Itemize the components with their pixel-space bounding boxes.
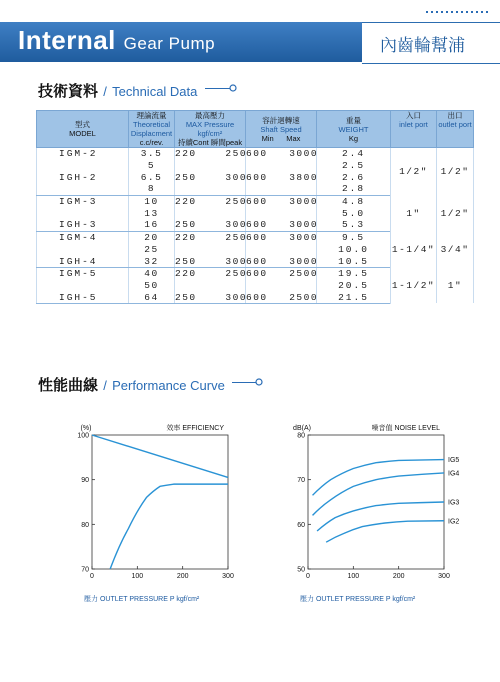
pressure-cell	[175, 219, 246, 231]
inlet-port-cell: 1"	[391, 195, 437, 231]
model-cell	[37, 244, 129, 256]
x-axis-label: 壓力 OUTLET PRESSURE P kgf/cm²	[84, 596, 200, 603]
x-tick-label: 200	[176, 573, 189, 580]
section-title-sep: /	[103, 378, 107, 393]
displacement-cell: 32	[129, 255, 175, 267]
weight-cell: 10.0	[317, 244, 391, 256]
noise-level-chart	[276, 418, 466, 613]
section-title-performance-curve	[38, 374, 225, 395]
x-tick-label: 100	[347, 573, 360, 580]
y-tick-label: 80	[297, 432, 305, 440]
model-cell: IGH-2	[37, 171, 129, 183]
th-press-cn: 最高壓力	[195, 111, 225, 120]
speed-cell	[246, 280, 317, 292]
th-disp-en2: Displacment	[130, 129, 173, 138]
th-speed	[246, 111, 317, 148]
th-outlet	[437, 111, 474, 148]
model-cell: IGM-4	[37, 231, 129, 243]
speed-min: 600	[246, 171, 268, 183]
weight-cell: 19.5	[317, 267, 391, 279]
th-press-en: MAX Pressure kgf/cm²	[185, 120, 235, 138]
speed-min: 600	[246, 232, 268, 244]
section-title-en: Performance Curve	[112, 378, 225, 393]
weight-cell: 10.5	[317, 255, 391, 267]
th-speed-max: Max	[286, 133, 301, 143]
x-tick-label: 0	[306, 573, 310, 580]
th-model-en: MODEL	[69, 129, 96, 138]
speed-cell	[246, 219, 317, 231]
speed-min: 600	[246, 196, 268, 208]
speed-min: 600	[246, 255, 268, 267]
pressure-peak: 250	[225, 148, 248, 160]
pressure-cell	[175, 183, 246, 195]
decorative-dots	[426, 10, 488, 14]
weight-cell: 2.4	[317, 148, 391, 160]
speed-max: 3000	[289, 148, 319, 160]
pressure-peak: 250	[225, 196, 248, 208]
pressure-peak: 250	[225, 232, 248, 244]
displacement-cell: 6.5	[129, 171, 175, 183]
th-weight-en: WEIGHT	[338, 124, 369, 134]
x-tick-label: 200	[392, 573, 405, 580]
th-speed-sub	[247, 134, 315, 143]
section-title-cn: 技術資料	[38, 82, 99, 100]
pressure-peak: 300	[225, 219, 248, 231]
table-row	[37, 195, 474, 207]
th-weight-unit: Kg	[348, 133, 359, 143]
table-row	[37, 267, 474, 279]
model-cell	[37, 183, 129, 195]
y-tick-label: 80	[81, 521, 89, 529]
th-inlet-cn: 入口	[406, 111, 421, 120]
model-cell: IGH-3	[37, 219, 129, 231]
displacement-cell: 10	[129, 195, 175, 207]
displacement-cell: 16	[129, 219, 175, 231]
weight-cell: 2.5	[317, 160, 391, 172]
model-cell	[37, 280, 129, 292]
series-line	[110, 484, 228, 569]
th-model-cn: 型式	[75, 120, 90, 129]
th-inlet-en: inlet port	[399, 120, 428, 129]
efficiency-chart	[60, 418, 250, 613]
series-label: IG5	[448, 457, 460, 465]
pressure-cont: 220	[175, 196, 197, 208]
speed-max: 3000	[289, 219, 319, 231]
series-line	[326, 521, 444, 542]
section-title-en: Technical Data	[112, 84, 198, 99]
th-disp-cn: 理論流量	[136, 111, 167, 120]
displacement-cell: 40	[129, 267, 175, 279]
th-weight	[317, 111, 391, 148]
y-tick-label: 50	[297, 566, 305, 574]
model-cell: IGH-4	[37, 255, 129, 267]
displacement-cell: 25	[129, 244, 175, 256]
speed-cell	[246, 231, 317, 243]
section-title-cn: 性能曲線	[38, 376, 99, 394]
weight-cell: 2.8	[317, 183, 391, 195]
speed-max: 3000	[289, 255, 319, 267]
spec-table	[36, 110, 474, 304]
th-disp-en1: Theoretical	[132, 120, 171, 129]
x-axis-label: 壓力 OUTLET PRESSURE P kgf/cm²	[300, 596, 416, 603]
pressure-peak: 250	[225, 268, 248, 280]
speed-cell	[246, 244, 317, 256]
th-pressure	[175, 111, 246, 148]
weight-cell: 21.5	[317, 291, 391, 303]
speed-cell	[246, 183, 317, 195]
pressure-cell	[175, 207, 246, 219]
series-label: IG4	[448, 470, 460, 478]
th-model	[37, 111, 129, 148]
model-cell: IGM-3	[37, 195, 129, 207]
model-cell	[37, 207, 129, 219]
pressure-cont: 250	[175, 219, 197, 231]
speed-max: 3800	[289, 171, 319, 183]
weight-cell: 4.8	[317, 195, 391, 207]
pressure-peak: 300	[225, 171, 248, 183]
title-sub-text: Gear Pump	[123, 34, 216, 53]
pressure-cont: 250	[175, 291, 197, 303]
x-tick-label: 0	[90, 573, 94, 580]
th-speed-min: Min	[261, 133, 274, 143]
th-displacement	[129, 111, 175, 148]
pressure-cont: 250	[175, 255, 197, 267]
speed-cell	[246, 148, 317, 160]
outlet-port-cell: 1"	[437, 267, 474, 303]
th-outlet-cn: 出口	[447, 111, 463, 120]
pressure-cell	[175, 267, 246, 279]
inlet-port-cell: 1-1/2"	[391, 267, 437, 303]
pressure-peak: 300	[225, 291, 248, 303]
chart-title: 效率 EFFICIENCY	[166, 425, 224, 432]
model-cell	[37, 160, 129, 172]
displacement-cell: 3.5	[129, 148, 175, 160]
pressure-cell	[175, 160, 246, 172]
th-outlet-en: outlet port	[438, 120, 472, 129]
speed-cell	[246, 291, 317, 303]
speed-max: 2500	[289, 268, 319, 280]
pressure-cont: 220	[175, 232, 197, 244]
weight-cell: 5.3	[317, 219, 391, 231]
pressure-peak: 300	[225, 255, 248, 267]
inlet-port-cell: 1-1/4"	[391, 231, 437, 267]
model-cell: IGH-5	[37, 291, 129, 303]
pressure-cell	[175, 195, 246, 207]
x-tick-label: 100	[131, 573, 144, 580]
weight-cell: 5.0	[317, 207, 391, 219]
displacement-cell: 5	[129, 160, 175, 172]
pressure-cell	[175, 244, 246, 256]
chart-title: 噪音值 NOISE LEVEL	[371, 425, 440, 432]
series-line	[313, 460, 444, 496]
pressure-cell	[175, 171, 246, 183]
y-axis-label: dB(A)	[293, 425, 311, 432]
speed-cell	[246, 255, 317, 267]
y-axis-label: (%)	[80, 425, 92, 432]
series-line	[317, 502, 444, 531]
page-title-chinese: 內齒輪幫浦	[380, 36, 465, 56]
pressure-cell	[175, 148, 246, 160]
y-tick-label: 90	[81, 477, 89, 485]
th-speed-cn: 容計迴轉速	[262, 115, 300, 125]
series-label: IG3	[448, 499, 460, 507]
displacement-cell: 8	[129, 183, 175, 195]
y-tick-label: 60	[297, 521, 305, 529]
weight-cell: 20.5	[317, 280, 391, 292]
speed-cell	[246, 171, 317, 183]
th-inlet	[391, 111, 437, 148]
section-marker-icon	[228, 83, 240, 95]
outlet-port-cell: 1/2"	[437, 195, 474, 231]
th-disp-en3: c.c/rev.	[139, 138, 164, 147]
th-press-cont: 持續Cont	[177, 138, 209, 147]
weight-cell: 9.5	[317, 231, 391, 243]
section-title-technical-data	[38, 80, 197, 101]
speed-cell	[246, 160, 317, 172]
speed-min: 600	[246, 219, 268, 231]
pressure-cont: 220	[175, 268, 197, 280]
pressure-cont: 220	[175, 148, 197, 160]
displacement-cell: 50	[129, 280, 175, 292]
speed-cell	[246, 267, 317, 279]
th-speed-en: Shaft Speed	[260, 124, 302, 134]
page-title	[18, 25, 215, 56]
th-press-sub	[176, 138, 244, 147]
weight-cell: 2.6	[317, 171, 391, 183]
section-marker-icon	[254, 377, 266, 389]
series-label: IG2	[448, 518, 460, 526]
speed-min: 600	[246, 291, 268, 303]
speed-cell	[246, 195, 317, 207]
displacement-cell: 64	[129, 291, 175, 303]
speed-cell	[246, 207, 317, 219]
th-weight-cn: 重量	[346, 115, 361, 125]
pressure-cont: 250	[175, 171, 197, 183]
plot-frame	[92, 435, 228, 569]
section-title-sep: /	[103, 84, 107, 99]
th-press-peak: 瞬間peak	[210, 138, 243, 147]
x-tick-label: 300	[438, 573, 450, 580]
inlet-port-cell: 1/2"	[391, 148, 437, 196]
y-tick-label: 70	[81, 566, 89, 574]
y-tick-label: 100	[77, 432, 89, 440]
pressure-cell	[175, 231, 246, 243]
model-cell: IGM-2	[37, 148, 129, 160]
x-tick-label: 300	[222, 573, 234, 580]
pressure-cell	[175, 280, 246, 292]
series-line	[92, 435, 228, 477]
speed-max: 3000	[289, 232, 319, 244]
outlet-port-cell: 1/2"	[437, 148, 474, 196]
outlet-port-cell: 3/4"	[437, 231, 474, 267]
y-tick-label: 70	[297, 477, 305, 485]
speed-max: 2500	[289, 291, 319, 303]
table-row	[37, 231, 474, 243]
speed-min: 600	[246, 268, 268, 280]
pressure-cell	[175, 255, 246, 267]
title-main-text: Internal	[18, 25, 116, 55]
speed-max: 3000	[289, 196, 319, 208]
displacement-cell: 20	[129, 231, 175, 243]
spec-table-body	[37, 148, 474, 304]
table-row	[37, 148, 474, 160]
displacement-cell: 13	[129, 207, 175, 219]
pressure-cell	[175, 291, 246, 303]
model-cell: IGM-5	[37, 267, 129, 279]
speed-min: 600	[246, 148, 268, 160]
